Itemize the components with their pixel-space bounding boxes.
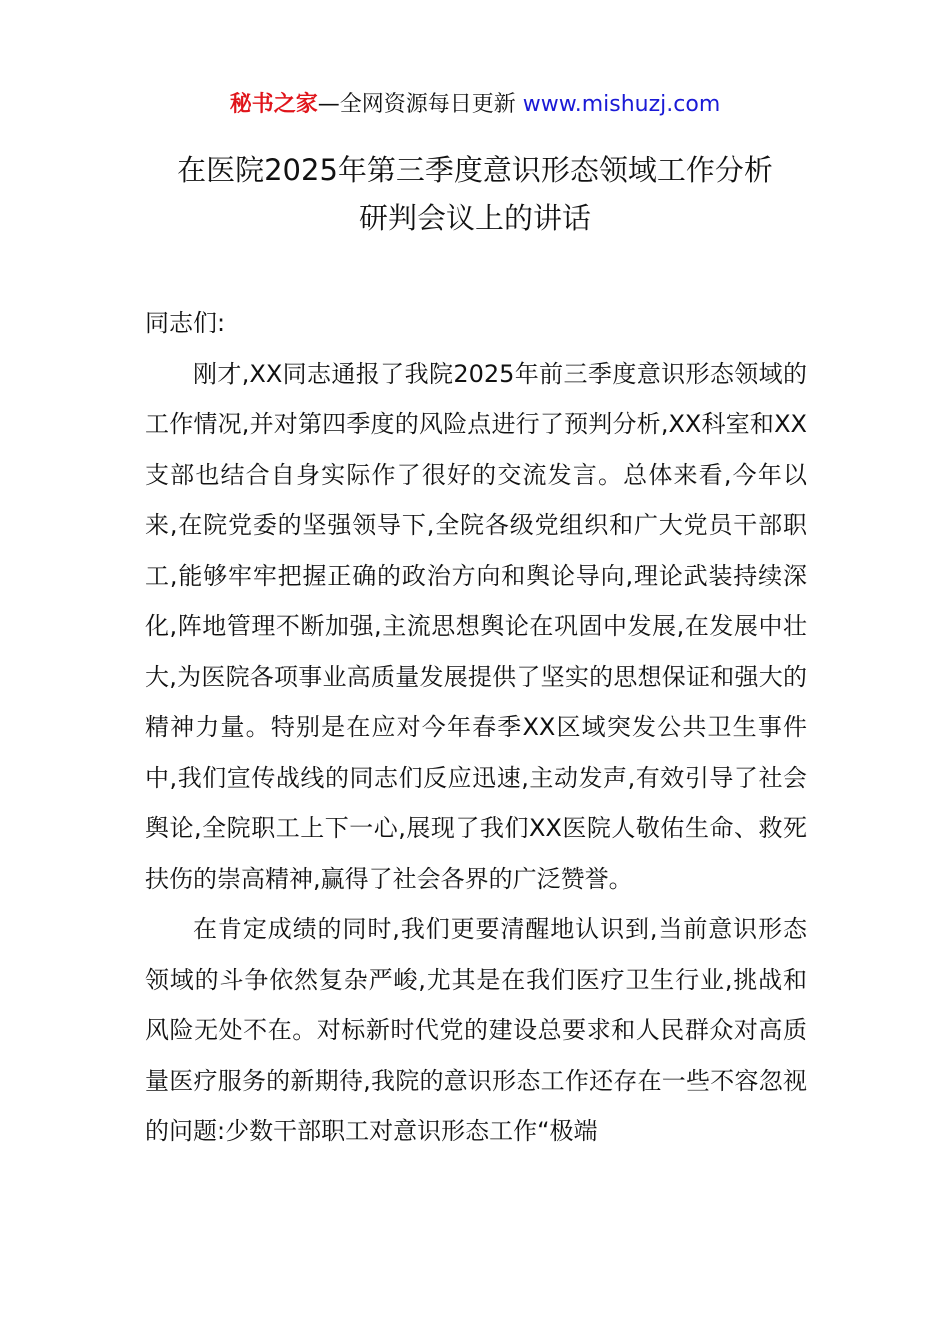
header-tagline: —全网资源每日更新	[317, 92, 523, 117]
paragraph-1: 刚才,XX同志通报了我院2025年前三季度意识形态领域的工作情况,并对第四季度的风险点进行了预判分析,XX科室和XX支部也结合自身实际作了很好的交流发言。总体来看,今年以来,在院党委的坚强领导下,全院各级党组织和广大党员干部职工,能够牢牢把握正确的政治方向和舆论导向,理论武装持续深化,阵地管理不断加强,主流思想舆论在巩固中发展,在发展中壮大,为医院各项事业高质量发展提供了坚实的思想保证和强大的精神力量。特别是在应对今年春季XX区域突发公共卫生事件中,我们宣传战线的同志们反应迅速,主动发声,有效引导了社会舆论,全院职工上下一心,展现了我们XX医院人敬佑生命、救死扶伤的崇高精神,赢得了社会各界的广泛赞誉。	[145, 359, 807, 893]
title-line-2: 研判会议上的讲话	[358, 201, 591, 235]
site-link[interactable]: www.mishuzj.com	[522, 92, 721, 117]
paragraph-2: 在肯定成绩的同时,我们更要清醒地认识到,当前意识形态领域的斗争依然复杂严峻,尤其是在我们医疗卫生行业,挑战和风险无处不在。对标新时代党的建设总要求和人民群众对高质量医疗服务的新期待,我院的意识形态工作还存在一些不容忽视的问题:少数干部职工对意识形态工作“极端	[145, 915, 807, 1145]
greeting: 同志们:	[145, 309, 226, 337]
brand-name: 秘书之家	[229, 92, 318, 117]
title-line-1: 在医院2025年第三季度意识形态领域工作分析	[177, 153, 773, 187]
document-title	[60, 146, 890, 242]
site-header	[0, 88, 950, 122]
document-body	[145, 298, 807, 1157]
